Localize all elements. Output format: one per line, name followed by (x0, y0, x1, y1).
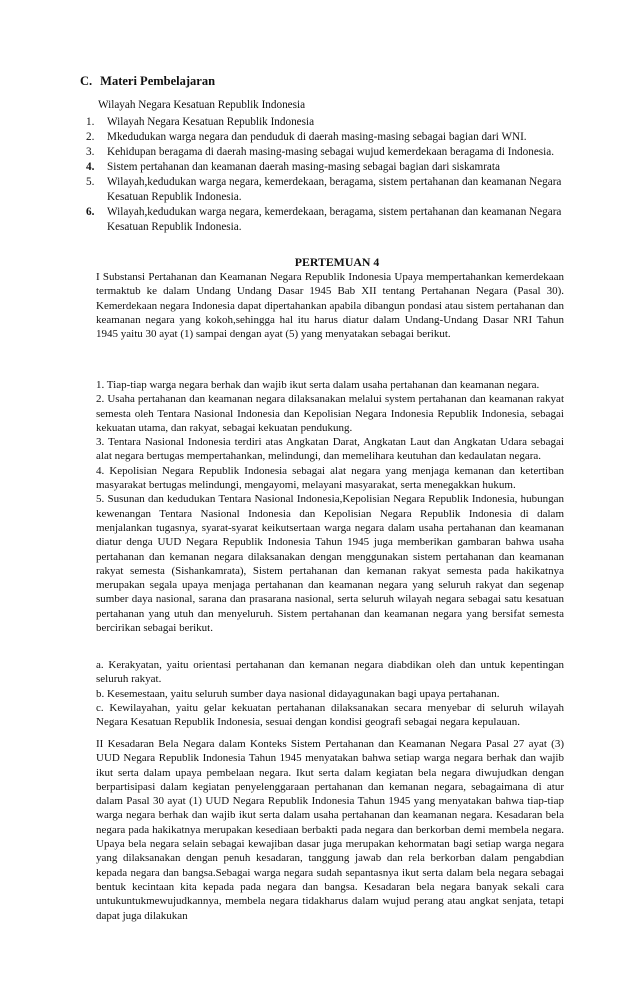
ciri-point: a. Kerakyatan, yaitu orientasi pertahanan dan kemanan negara diabdikan oleh dan untuk kepentingan seluruh rakyat. (96, 659, 564, 686)
ciri-point: b. Kesemestaan, yaitu seluruh sumber daya nasional didayagunakan bagi upaya pertahanan. (96, 687, 500, 700)
pasal-point: 5. Susunan dan kedudukan Tentara Nasional Indonesia,Kepolisian Negara Republik Indonesia, hubungan kewenangan Tentara Nasional Indonesia dan Kepolisian Negara Republik Indonesia di dalam menjalankan tugasnya, syarat-syarat keikutsertaan warga negara dalam usaha pertahanan dan keamanan diatur denga UUD Negara Republik Indonesia Tahun 1945 juga memberikan gambaran bahwa usaha pertahanan dan kemanan negara dilaksanakan dengan menggunakan sistem pertahanan dan keamanan rakyat semesta (Sishankamrata), Sistem pertahanan dan kemanan rakyat semesta pada hakikatnya merupakan segala upaya menjaga pertahanan dan keamanan negara yang seluruh rakyat dan segenap sumber daya nasional, sarana dan prasarana nasional, serta seluruh wilayah negara sebagai satu kesatuan pertahanan yang utuh dan menyeluruh. Sistem pertahanan dan keamanan negara yang bersifat semesta bercirikan sebagai berikut. (96, 493, 564, 635)
section-title: Materi Pembelajaran (100, 74, 216, 88)
intro-line: Wilayah Negara Kesatuan Republik Indonesia (98, 99, 306, 111)
list-number: 1. (86, 116, 95, 128)
ciri-point: c. Kewilayahan, yaitu gelar kekuatan pertahanan dilaksanakan secara menyebar di seluruh wilayah Negara Kesatuan Republik Indonesia, sesuai dengan kondisi geografi sebagai negara kepulauan. (96, 701, 564, 729)
pasal-point: 2. Usaha pertahanan dan keamanan negara dilaksanakan melalui system pertahanan dan keamanan rakyat semesta oleh Tentara Nasional Indonesia dan Kepolisian Negara Indonesia Republik Indonesia, sebagai kekuatan utama, dan rakyat, sebagai kekuatan pendukung. (96, 393, 564, 434)
list-text: Wilayah,kedudukan warga negara, kemerdekaan, beragama, sistem pertahanan dan keamanan Negara Kesatuan Republik Indonesia. (107, 176, 562, 203)
list-number: 3. (86, 146, 95, 158)
list-text: Wilayah,kedudukan warga negara, kemerdekaan, beragama, sistem pertahanan dan keamanan Negara Kesatuan Republik Indonesia. (107, 206, 562, 233)
list-item (86, 145, 566, 160)
meeting-title: PERTEMUAN 4 (294, 255, 380, 269)
kesadaran-block (96, 737, 564, 923)
ciri-block (96, 658, 564, 729)
list-text: Kehidupan beragama di daerah masing-masing sebagai wujud kemerdekaan beragama di Indonesia. (107, 146, 555, 158)
list-text: Sistem pertahanan dan keamanan daerah masing-masing sebagai bagian dari siskamrata (107, 161, 500, 173)
substansi-paragraph: I Substansi Pertahanan dan Keamanan Negara Republik Indonesia Upaya mempertahankan kemerdekaan termaktub ke dalam Undang Undang Dasar 1945 Bab XII tentang Pertahanan Negara (Pasal 30). Kemerdekaan negara Indonesia dapat dipertahankan apabila dibangun pondasi atau sistem pertahanan dan keamanan negara yang kokoh,sehingga hal itu harus diatur dalam Undang-Undang Dasar NRI Tahun 1945 yaitu 30 ayat (1) sampai dengan ayat (5) yang menyatakan sebagai berikut. (96, 271, 564, 341)
kesadaran-paragraph: II Kesadaran Bela Negara dalam Konteks Sistem Pertahanan dan Keamanan Negara Pasal 27 ayat (3) UUD Negara Republik Indonesia Tahun 1945 menyatakan bahwa setiap warga negara berhak dan wajib ikut serta dalam upaya pembelaan negara. Ikut serta dalam kegiatan bela negara diwujudkan dengan berpartisipasi dalam kegiatan penyelenggaraan pertahanan dan kemanan negara, sebagaimana di atur dalam Pasal 30 ayat (1) UUD Negara Republik Indonesia Tahun 1945 yang menyatakan bahwa tiap-tiap warga negara berhak dan wajib ikut serta dalam usaha pertahanan dan keamanan negara. Kesadaran bela negara pada hakikatnya merupakan kesediaan berbakti pada negara dan berkorban demi membela negara. Upaya bela negara selain sebagai kewajiban dasar juga merupakan kehormatan bagi setiap warga negara yang dilaksanakan dengan penuh kesadaran, tanggung jawab dan rela berkorban dalam pengabdian kepada negara dan bangsa.Sebagai warga negara sudah sepantasnya ikut serta dalam bela negara sebagai bentuk kecintaan kita kepada pada negara dan bangsa. Kesadaran bela negara banyak sekali cara untukuntukmewujudkannya, membela negara tidakharus dalam wujud perang atau angkat senjata, tetapi dapat juga dilakukan (96, 738, 564, 922)
list-number: 4. (86, 161, 95, 173)
pasal-point: 1. Tiap-tiap warga negara berhak dan wajib ikut serta dalam usaha pertahanan dan keamanan negara. (96, 379, 540, 391)
pasal-point: 4. Kepolisian Negara Republik Indonesia sebagai alat negara yang menjaga kemanan dan ketertiban masyarakat bertugas melindungi, mengayomi, melayani masyarakat, serta menegakkan hukum. (96, 464, 564, 492)
pasal-block (96, 378, 564, 635)
list-number: 6. (86, 206, 95, 218)
list-item (86, 130, 566, 145)
substansi-block (96, 270, 564, 341)
pasal-point: 3. Tentara Nasional Indonesia terdiri atas Angkatan Darat, Angkatan Laut dan Angkatan Udara sebagai alat negara bertugas mempertahankan, melindungi, dan memelihara keutuhan dan kedaulatan negara. (96, 436, 564, 463)
section-letter: C. (80, 74, 93, 88)
list-item (86, 205, 566, 235)
list-item (86, 160, 566, 175)
list-number: 2. (86, 131, 95, 143)
section-heading (80, 74, 215, 89)
materi-list (86, 115, 566, 235)
list-item (86, 115, 566, 130)
list-text: Wilayah Negara Kesatuan Republik Indonesia (107, 116, 315, 128)
list-item (86, 175, 566, 205)
list-number: 5. (86, 176, 95, 188)
list-text: Mkedudukan warga negara dan penduduk di daerah masing-masing sebagai bagian dari WNI. (107, 131, 527, 143)
